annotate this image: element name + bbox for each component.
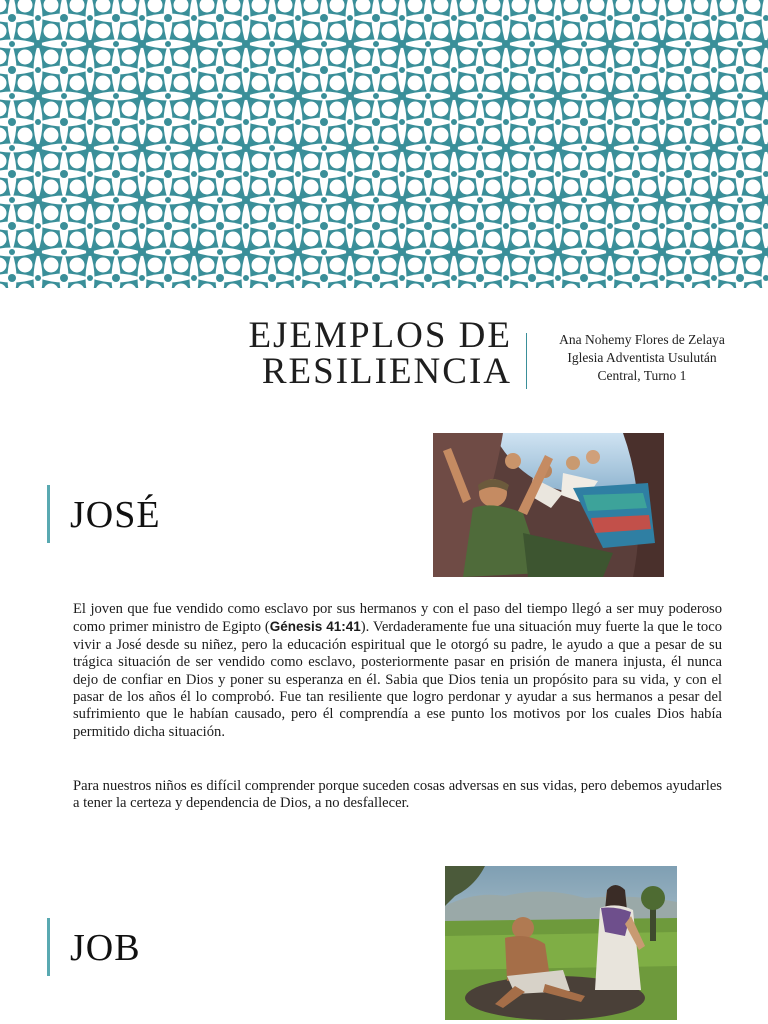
jose-illustration	[433, 433, 664, 577]
author-shift: Central, Turno 1	[597, 368, 687, 383]
section-title-job: JOB	[70, 927, 141, 969]
section-accent-bar-job	[47, 918, 50, 976]
bible-reference: Génesis 41:41	[269, 619, 361, 635]
section-title-jose: JOSÉ	[70, 494, 161, 536]
job-illustration	[445, 866, 677, 1020]
author-info	[540, 331, 744, 385]
circle-lattice-pattern	[0, 0, 768, 288]
author-name: Ana Nohemy Flores de Zelaya	[559, 332, 725, 347]
title-line-2: RESILIENCIA	[261, 351, 512, 392]
header-pattern-banner	[0, 0, 768, 288]
jose-paragraph-2: Para nuestros niños es difícil comprender porque suceden cosas adversas en sus vidas, pero debemos ayudarles a tener la certeza y dependencia de Dios, a no desfallecer.	[73, 778, 722, 812]
section-accent-bar-jose	[47, 485, 50, 543]
author-church: Iglesia Adventista Usulután	[567, 350, 717, 365]
title-line-1: EJEMPLOS DE	[248, 315, 512, 356]
jose-text-before-reference: El joven que fue vendido como esclavo por sus hermanos y con el paso del tiempo llegó a ser muy poderoso como primer ministro de Egipto (	[73, 601, 722, 636]
presentation-title	[150, 315, 512, 392]
title-divider	[526, 333, 527, 389]
jose-text-after-reference: ). Verdaderamente fue una situación muy fuerte la que le toco vivir a José desde su niñez, pero la educación espiritual que le otorgó su padre, le ayudo a que a pesar de su trágica situación de ser vendido como esclavo, posteriormente pasar en prisión de manera injusta, él nunca dejo de confiar en Dios y poner su esperanza en él. Sabia que Dios tenia un propósito para su vida, y con el pasar de los años él lo comprobó. Fue tan resiliente que logro perdonar y ayudar a sus hermanos a pesar del sufrimiento que le habían causado, pero él comprendía a ese punto los motivos por los cuales Dios había permitido dicha situación.	[73, 619, 722, 740]
jose-paragraph-1	[73, 601, 722, 741]
